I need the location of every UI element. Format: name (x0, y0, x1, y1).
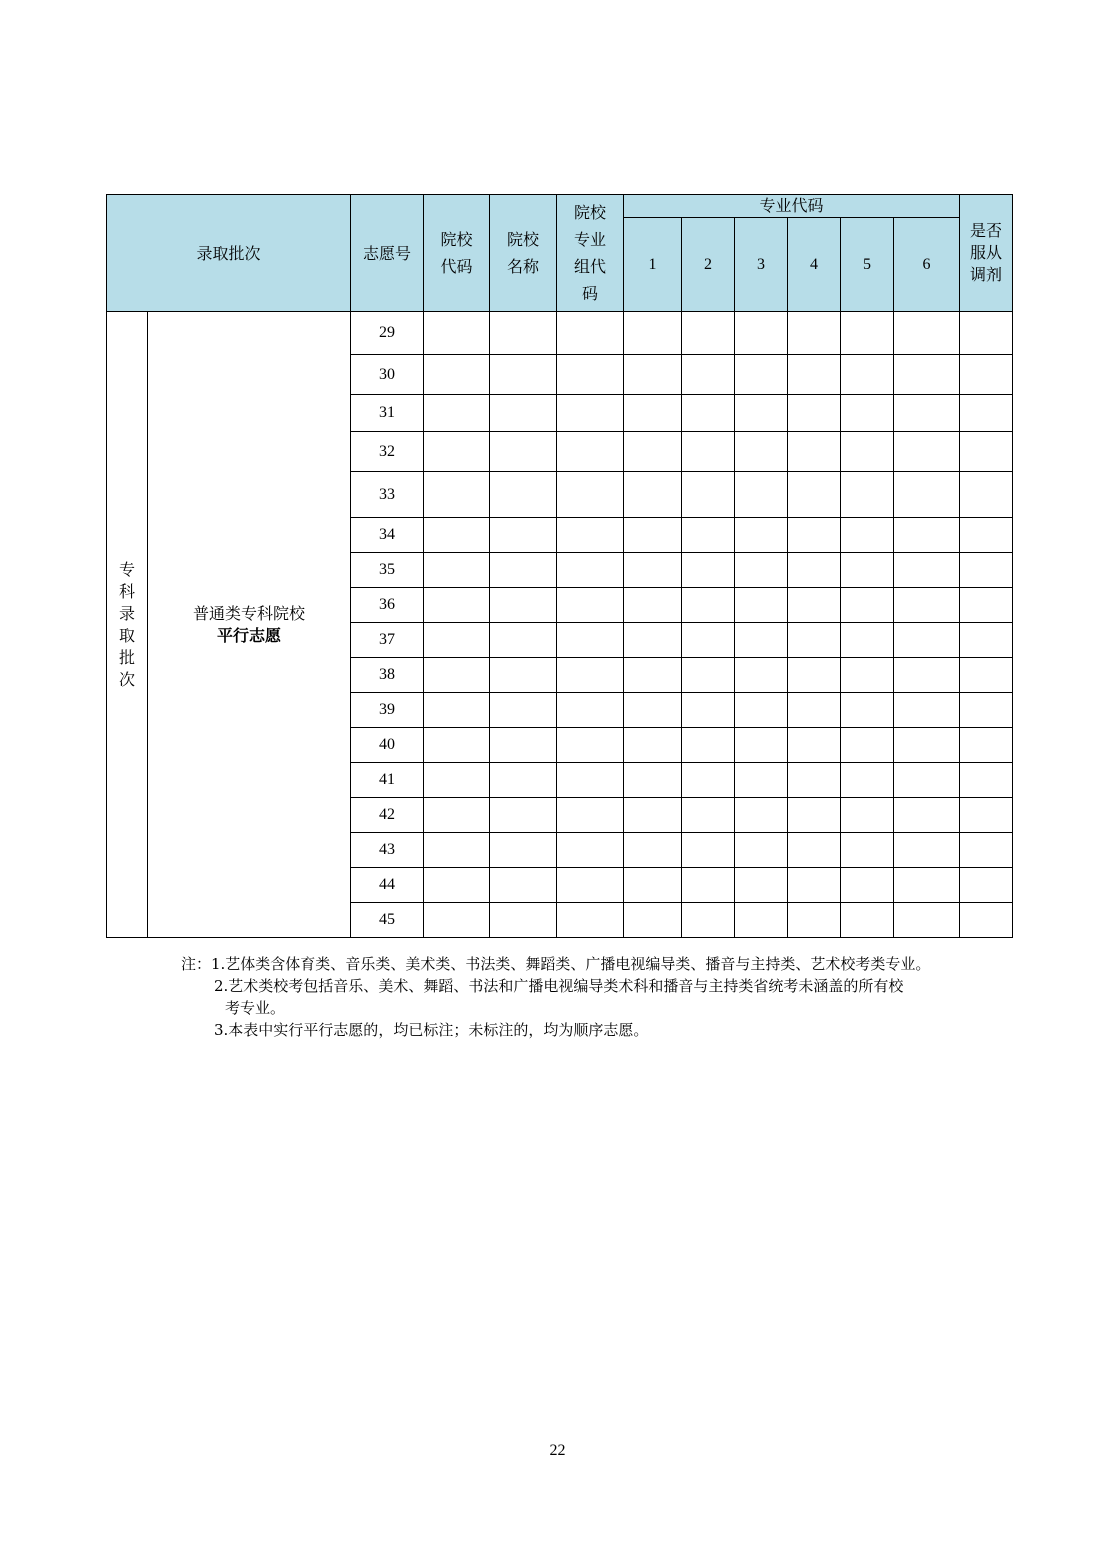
entry-cell[interactable] (735, 903, 788, 938)
category-line-1: 普通类专科院校 (192, 603, 305, 623)
entry-cell[interactable] (841, 728, 894, 763)
entry-cell[interactable] (557, 355, 624, 395)
entry-cell[interactable] (788, 903, 841, 938)
batch-label (107, 312, 148, 938)
entry-cell[interactable] (894, 658, 960, 693)
choice-number: 40 (351, 728, 424, 763)
entry-cell[interactable] (788, 588, 841, 623)
entry-cell[interactable] (894, 395, 960, 432)
choice-number: 35 (351, 553, 424, 588)
entry-cell[interactable] (841, 763, 894, 798)
choice-number: 41 (351, 763, 424, 798)
entry-cell[interactable] (624, 903, 682, 938)
entry-cell[interactable] (788, 798, 841, 833)
entry-cell[interactable] (788, 658, 841, 693)
note-line-2: 2.艺术类校考包括音乐、美术、舞蹈、书法和广播电视编导类术科和播音与主持类省统考未涵盖的所有校 (214, 977, 904, 995)
entry-cell[interactable] (424, 798, 490, 833)
choice-number: 30 (351, 355, 424, 395)
entry-cell[interactable] (557, 903, 624, 938)
table-body (107, 312, 1013, 938)
entry-cell[interactable] (960, 432, 1013, 472)
entry-cell[interactable] (624, 693, 682, 728)
header-major-col-4: 4 (788, 218, 841, 312)
entry-cell[interactable] (490, 472, 557, 518)
entry-cell[interactable] (557, 472, 624, 518)
entry-cell[interactable] (894, 728, 960, 763)
entry-cell[interactable] (894, 432, 960, 472)
entry-cell[interactable] (624, 623, 682, 658)
entry-cell[interactable] (841, 472, 894, 518)
entry-cell[interactable] (682, 763, 735, 798)
entry-cell[interactable] (894, 623, 960, 658)
entry-cell[interactable] (788, 833, 841, 868)
entry-cell[interactable] (557, 432, 624, 472)
entry-cell[interactable] (960, 763, 1013, 798)
entry-cell[interactable] (624, 798, 682, 833)
entry-cell[interactable] (841, 798, 894, 833)
entry-cell[interactable] (624, 763, 682, 798)
entry-cell[interactable] (841, 553, 894, 588)
entry-cell[interactable] (735, 588, 788, 623)
entry-cell[interactable] (788, 355, 841, 395)
entry-cell[interactable] (735, 658, 788, 693)
entry-cell[interactable] (490, 553, 557, 588)
entry-cell[interactable] (960, 472, 1013, 518)
batch-label-char: 科 (118, 581, 135, 601)
entry-cell[interactable] (557, 728, 624, 763)
entry-cell[interactable] (424, 658, 490, 693)
entry-cell[interactable] (682, 623, 735, 658)
entry-cell[interactable] (682, 588, 735, 623)
entry-cell[interactable] (735, 798, 788, 833)
entry-cell[interactable] (735, 833, 788, 868)
entry-cell[interactable] (424, 312, 490, 355)
entry-cell[interactable] (682, 355, 735, 395)
entry-cell[interactable] (490, 833, 557, 868)
entry-cell[interactable] (424, 553, 490, 588)
entry-cell[interactable] (841, 588, 894, 623)
entry-cell[interactable] (735, 518, 788, 553)
entry-cell[interactable] (490, 432, 557, 472)
entry-cell[interactable] (788, 623, 841, 658)
entry-cell[interactable] (735, 472, 788, 518)
entry-cell[interactable] (424, 763, 490, 798)
entry-cell[interactable] (894, 868, 960, 903)
batch-label-char: 批 (118, 647, 135, 667)
entry-cell[interactable] (960, 868, 1013, 903)
entry-cell[interactable] (894, 518, 960, 553)
entry-cell[interactable] (624, 658, 682, 693)
entry-cell[interactable] (735, 728, 788, 763)
header-major-col-2: 2 (682, 218, 735, 312)
entry-cell[interactable] (557, 798, 624, 833)
entry-cell[interactable] (788, 395, 841, 432)
entry-cell[interactable] (424, 432, 490, 472)
entry-cell[interactable] (735, 312, 788, 355)
batch-label-char: 专 (118, 559, 135, 579)
entry-cell[interactable] (960, 312, 1013, 355)
entry-cell[interactable] (624, 728, 682, 763)
application-form-table (106, 194, 1013, 938)
entry-cell[interactable] (894, 553, 960, 588)
entry-cell[interactable] (682, 903, 735, 938)
entry-cell[interactable] (424, 693, 490, 728)
table-row (107, 312, 1013, 355)
choice-number: 44 (351, 868, 424, 903)
entry-cell[interactable] (624, 518, 682, 553)
note-line-3: 考专业。 (225, 999, 286, 1017)
entry-cell[interactable] (490, 903, 557, 938)
entry-cell[interactable] (841, 658, 894, 693)
entry-cell[interactable] (788, 472, 841, 518)
category-label (148, 312, 351, 938)
entry-cell[interactable] (841, 312, 894, 355)
entry-cell[interactable] (894, 903, 960, 938)
entry-cell[interactable] (557, 763, 624, 798)
entry-cell[interactable] (424, 355, 490, 395)
entry-cell[interactable] (841, 518, 894, 553)
choice-number: 29 (351, 312, 424, 355)
entry-cell[interactable] (735, 395, 788, 432)
entry-cell[interactable] (557, 553, 624, 588)
entry-cell[interactable] (682, 728, 735, 763)
entry-cell[interactable] (960, 355, 1013, 395)
batch-label-char: 录 (118, 603, 135, 623)
header-major-group-code: 院校 专业 组代 码 (557, 195, 624, 312)
category-line-2: 平行志愿 (216, 625, 281, 645)
note-line-1: 注：1.艺体类含体育类、音乐类、美术类、书法类、舞蹈类、广播电视编导类、播音与主持类、艺术校考类专业。 (181, 955, 931, 973)
entry-cell[interactable] (960, 903, 1013, 938)
entry-cell[interactable] (788, 518, 841, 553)
entry-cell[interactable] (735, 623, 788, 658)
entry-cell[interactable] (490, 868, 557, 903)
entry-cell[interactable] (557, 518, 624, 553)
entry-cell[interactable] (682, 312, 735, 355)
choice-number: 39 (351, 693, 424, 728)
entry-cell[interactable] (682, 518, 735, 553)
entry-cell[interactable] (960, 518, 1013, 553)
entry-cell[interactable] (490, 693, 557, 728)
entry-cell[interactable] (424, 395, 490, 432)
entry-cell[interactable] (894, 763, 960, 798)
entry-cell[interactable] (557, 868, 624, 903)
entry-cell[interactable] (624, 395, 682, 432)
notes-section (181, 953, 1001, 1041)
entry-cell[interactable] (960, 728, 1013, 763)
choice-number: 42 (351, 798, 424, 833)
entry-cell[interactable] (624, 312, 682, 355)
entry-cell[interactable] (960, 833, 1013, 868)
header-school-code: 院校 代码 (424, 195, 490, 312)
entry-cell[interactable] (624, 868, 682, 903)
entry-cell[interactable] (624, 472, 682, 518)
entry-cell[interactable] (490, 355, 557, 395)
entry-cell[interactable] (841, 868, 894, 903)
entry-cell[interactable] (788, 868, 841, 903)
header-major-col-6: 6 (894, 218, 960, 312)
entry-cell[interactable] (424, 518, 490, 553)
entry-cell[interactable] (735, 432, 788, 472)
entry-cell[interactable] (735, 355, 788, 395)
table-header (107, 195, 1013, 312)
entry-cell[interactable] (682, 833, 735, 868)
entry-cell[interactable] (735, 553, 788, 588)
entry-cell[interactable] (894, 312, 960, 355)
entry-cell[interactable] (788, 432, 841, 472)
entry-cell[interactable] (624, 432, 682, 472)
entry-cell[interactable] (841, 432, 894, 472)
entry-cell[interactable] (841, 693, 894, 728)
entry-cell[interactable] (788, 728, 841, 763)
entry-cell[interactable] (682, 868, 735, 903)
entry-cell[interactable] (557, 833, 624, 868)
entry-cell[interactable] (557, 623, 624, 658)
entry-cell[interactable] (682, 432, 735, 472)
entry-cell[interactable] (424, 728, 490, 763)
entry-cell[interactable] (557, 658, 624, 693)
entry-cell[interactable] (960, 395, 1013, 432)
entry-cell[interactable] (557, 693, 624, 728)
entry-cell[interactable] (841, 395, 894, 432)
choice-number: 37 (351, 623, 424, 658)
note-line-4: 3.本表中实行平行志愿的，均已标注；未标注的，均为顺序志愿。 (214, 1021, 649, 1039)
entry-cell[interactable] (894, 588, 960, 623)
page-number: 22 (549, 1442, 566, 1459)
entry-cell[interactable] (960, 553, 1013, 588)
entry-cell[interactable] (424, 588, 490, 623)
entry-cell[interactable] (557, 588, 624, 623)
entry-cell[interactable] (894, 355, 960, 395)
entry-cell[interactable] (960, 658, 1013, 693)
entry-cell[interactable] (682, 553, 735, 588)
entry-cell[interactable] (960, 798, 1013, 833)
entry-cell[interactable] (894, 693, 960, 728)
entry-cell[interactable] (682, 693, 735, 728)
entry-cell[interactable] (424, 472, 490, 518)
entry-cell[interactable] (960, 693, 1013, 728)
entry-cell[interactable] (424, 833, 490, 868)
header-major-col-5: 5 (841, 218, 894, 312)
choice-number: 45 (351, 903, 424, 938)
header-major-col-3: 3 (735, 218, 788, 312)
entry-cell[interactable] (490, 395, 557, 432)
entry-cell[interactable] (624, 588, 682, 623)
entry-cell[interactable] (490, 658, 557, 693)
entry-cell[interactable] (624, 355, 682, 395)
choice-number: 32 (351, 432, 424, 472)
entry-cell[interactable] (490, 588, 557, 623)
entry-cell[interactable] (624, 833, 682, 868)
entry-cell[interactable] (682, 658, 735, 693)
entry-cell[interactable] (424, 623, 490, 658)
entry-cell[interactable] (490, 518, 557, 553)
entry-cell[interactable] (841, 623, 894, 658)
entry-cell[interactable] (424, 903, 490, 938)
choice-number: 36 (351, 588, 424, 623)
entry-cell[interactable] (490, 728, 557, 763)
entry-cell[interactable] (557, 312, 624, 355)
entry-cell[interactable] (841, 833, 894, 868)
entry-cell[interactable] (894, 472, 960, 518)
entry-cell[interactable] (624, 553, 682, 588)
header-accept-adjust: 是否 服从 调剂 (960, 195, 1013, 312)
batch-label-char: 次 (118, 669, 135, 689)
entry-cell[interactable] (735, 763, 788, 798)
entry-cell[interactable] (682, 472, 735, 518)
choice-number: 31 (351, 395, 424, 432)
entry-cell[interactable] (490, 798, 557, 833)
header-major-code: 专业代码 (624, 195, 960, 218)
entry-cell[interactable] (894, 833, 960, 868)
header-school-name: 院校 名称 (490, 195, 557, 312)
entry-cell[interactable] (735, 693, 788, 728)
entry-cell[interactable] (788, 693, 841, 728)
batch-label-char: 取 (118, 625, 135, 645)
entry-cell[interactable] (682, 395, 735, 432)
header-major-col-1: 1 (624, 218, 682, 312)
entry-cell[interactable] (735, 868, 788, 903)
entry-cell[interactable] (960, 623, 1013, 658)
entry-cell[interactable] (788, 763, 841, 798)
entry-cell[interactable] (557, 395, 624, 432)
entry-cell[interactable] (788, 312, 841, 355)
entry-cell[interactable] (490, 623, 557, 658)
entry-cell[interactable] (788, 553, 841, 588)
header-choice-no: 志愿号 (351, 195, 424, 312)
header-batch: 录取批次 (107, 195, 351, 312)
choice-number: 34 (351, 518, 424, 553)
entry-cell[interactable] (424, 868, 490, 903)
entry-cell[interactable] (682, 798, 735, 833)
entry-cell[interactable] (490, 312, 557, 355)
entry-cell[interactable] (894, 798, 960, 833)
entry-cell[interactable] (841, 903, 894, 938)
choice-number: 33 (351, 472, 424, 518)
entry-cell[interactable] (841, 355, 894, 395)
entry-cell[interactable] (960, 588, 1013, 623)
choice-number: 43 (351, 833, 424, 868)
entry-cell[interactable] (490, 763, 557, 798)
choice-number: 38 (351, 658, 424, 693)
